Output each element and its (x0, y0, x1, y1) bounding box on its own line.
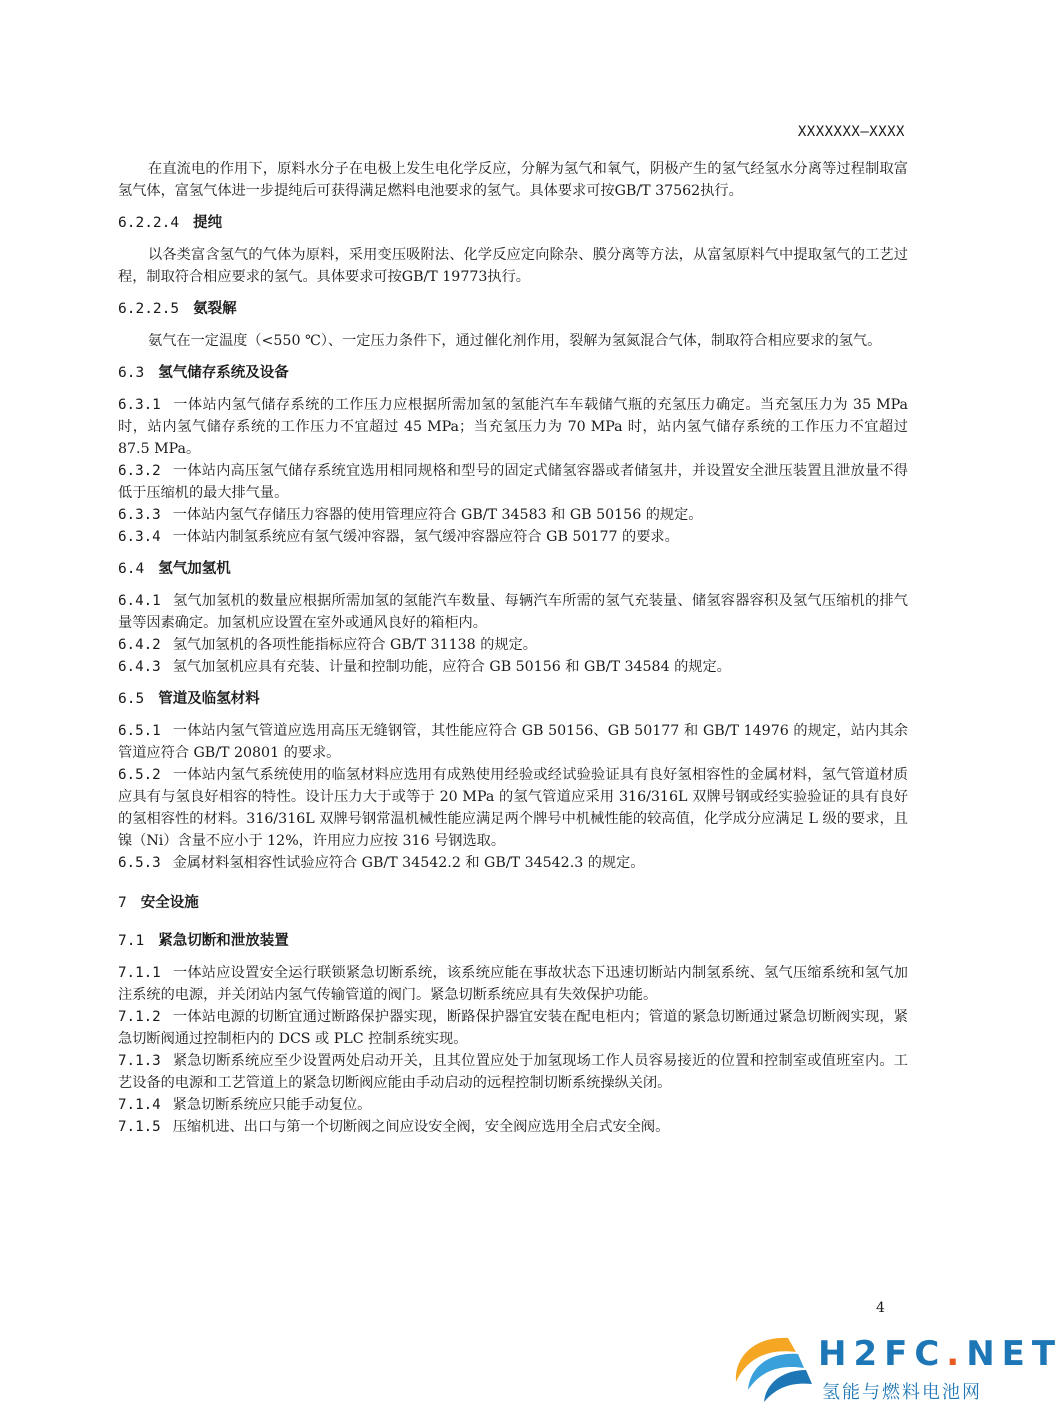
clause-text: 一体站内高压氢气储存系统宜选用相同规格和型号的固定式储氢容器或者储氢井，并设置安全泄压装置且泄放量不得低于压缩机的最大排气量。 (118, 463, 908, 501)
section-number: 7 (118, 895, 127, 911)
clause-number: 7.1.3 (118, 1053, 161, 1069)
section-heading (118, 558, 908, 580)
section-heading (118, 362, 908, 384)
section-heading (118, 930, 908, 952)
clause-item (118, 1094, 908, 1116)
page-number: 4 (876, 1300, 885, 1316)
clause-item (118, 1116, 908, 1138)
clause-item (118, 460, 908, 504)
clause-item (118, 962, 908, 1006)
clause-number: 6.5.1 (118, 723, 161, 739)
section-number: 6.2.2.5 (118, 301, 180, 317)
clause-number: 6.3.4 (118, 529, 161, 545)
brand-tld: NET (966, 1334, 1062, 1374)
brand-dot: . (946, 1334, 967, 1374)
clause-number: 7.1.1 (118, 965, 161, 981)
section-number: 6.5 (118, 691, 145, 707)
section-title: 提纯 (193, 215, 223, 231)
clause-number: 7.1.5 (118, 1119, 161, 1135)
section-heading (118, 688, 908, 710)
clause-item (118, 1050, 908, 1094)
clause-text: 一体站内氢气系统使用的临氢材料应选用有成熟使用经验或经试验验证具有良好氢相容性的金属材料，氢气管道材质应具有与氢良好相容的特性。设计压力大于或等于 20 MPa 的氢气管道应采用 316/316L 双牌号钢或经实验验证的具有良好的氢相容性的材料。316/316L 双牌号钢常温机械性能应满足两个牌号中机械性能的较高值，化学成分应满足 L 级的要求，且镍（Ni）含量不应小于 12%，许用应力应按 316 号钢选取。 (118, 767, 908, 849)
section-number: 6.4 (118, 561, 145, 577)
clause-text: 氢气加氢机的各项性能指标应符合 GB/T 31138 的规定。 (172, 637, 537, 653)
clause-number: 6.3.2 (118, 463, 161, 479)
section-title: 管道及临氢材料 (158, 691, 260, 707)
clause-text: 一体站内氢气储存系统的工作压力应根据所需加氢的氢能汽车车载储气瓶的充氢压力确定。当充氢压力为 35 MPa 时，站内氢气储存系统的工作压力不宜超过 45 MPa；当充氢压力为 70 MPa 时，站内氢气储存系统的工作压力不宜超过 87.5 MPa。 (118, 397, 908, 457)
clause-text: 紧急切断系统应只能手动复位。 (172, 1097, 372, 1113)
clause-text: 压缩机进、出口与第一个切断阀之间应设安全阀，安全阀应选用全启式安全阀。 (172, 1119, 670, 1135)
clause-item (118, 656, 908, 678)
section-number: 6.2.2.4 (118, 215, 180, 231)
clause-item (118, 504, 908, 526)
section-title: 氢气加氢机 (158, 561, 231, 577)
clause-number: 6.3.3 (118, 507, 161, 523)
section-title: 紧急切断和泄放装置 (158, 933, 289, 949)
clause-text: 一体站电源的切断宜通过断路保护器实现，断路保护器宜安装在配电柜内；管道的紧急切断通过紧急切断阀实现，紧急切断阀通过控制柜内的 DCS 或 PLC 控制系统实现。 (118, 1009, 908, 1047)
clause-text: 氢气加氢机的数量应根据所需加氢的氢能汽车数量、每辆汽车所需的氢气充装量、储氢容器容积及氢气压缩机的排气量等因素确定。加氢机应设置在室外或通风良好的箱柜内。 (118, 593, 908, 631)
swirl-logo-icon (726, 1330, 816, 1410)
body-paragraph: 以各类富含氢气的气体为原料，采用变压吸附法、化学反应定向除杂、膜分离等方法，从富氢原料气中提取氢气的工艺过程，制取符合相应要求的氢气。具体要求可按GB/T 19773执行。 (118, 247, 908, 285)
clause-number: 7.1.4 (118, 1097, 161, 1113)
clause-number: 6.4.3 (118, 659, 161, 675)
clause-text: 金属材料氢相容性试验应符合 GB/T 34542.2 和 GB/T 34542.3 的规定。 (172, 855, 645, 871)
section-number: 7.1 (118, 933, 145, 949)
section-heading (118, 892, 908, 914)
clause-number: 6.3.1 (118, 397, 161, 413)
clause-text: 一体站内氢气存储压力容器的使用管理应符合 GB/T 34583 和 GB 50156 的规定。 (172, 507, 703, 523)
clause-item (118, 852, 908, 874)
clause-item (118, 590, 908, 634)
document-body (118, 158, 908, 1138)
section-heading (118, 212, 908, 234)
clause-number: 7.1.2 (118, 1009, 161, 1025)
section-title: 氨裂解 (193, 301, 237, 317)
clause-item (118, 526, 908, 548)
body-paragraph: 氨气在一定温度（<550 ℃）、一定压力条件下，通过催化剂作用，裂解为氢氮混合气体，制取符合相应要求的氢气。 (148, 333, 882, 349)
clause-text: 一体站内制氢系统应有氢气缓冲容器，氢气缓冲容器应符合 GB 50177 的要求。 (172, 529, 679, 545)
clause-text: 一体站应设置安全运行联锁紧急切断系统，该系统应能在事故状态下迅速切断站内制氢系统、氢气压缩系统和氢气加注系统的电源，并关闭站内氢气传输管道的阀门。紧急切断系统应具有失效保护功能。 (118, 965, 908, 1003)
document-code: XXXXXXX—XXXX (797, 124, 905, 140)
section-heading (118, 298, 908, 320)
watermark-subtitle: 氢能与燃料电池网 (822, 1382, 982, 1403)
clause-text: 氢气加氢机应具有充装、计量和控制功能，应符合 GB 50156 和 GB/T 34584 的规定。 (172, 659, 731, 675)
watermark-logo (726, 1330, 1062, 1410)
watermark-brand (818, 1334, 1062, 1374)
clause-number: 6.4.2 (118, 637, 161, 653)
clause-number: 6.5.2 (118, 767, 161, 783)
section-title: 安全设施 (140, 895, 199, 911)
clause-item (118, 764, 908, 852)
clause-text: 紧急切断系统应至少设置两处启动开关，且其位置应处于加氢现场工作人员容易接近的位置和控制室或值班室内。工艺设备的电源和工艺管道上的紧急切断阀应能由手动启动的远程控制切断系统操纵关闭。 (118, 1053, 908, 1091)
clause-item (118, 1006, 908, 1050)
brand-main: H2FC (818, 1334, 947, 1374)
clause-number: 6.4.1 (118, 593, 161, 609)
clause-item (118, 394, 908, 460)
section-title: 氢气储存系统及设备 (158, 365, 289, 381)
clause-item (118, 720, 908, 764)
body-paragraph: 在直流电的作用下，原料水分子在电极上发生电化学反应，分解为氢气和氧气，阴极产生的氢气经氢水分离等过程制取富氢气体，富氢气体进一步提纯后可获得满足燃料电池要求的氢气。具体要求可按GB/T 37562执行。 (118, 161, 908, 199)
section-number: 6.3 (118, 365, 145, 381)
clause-text: 一体站内氢气管道应选用高压无缝钢管，其性能应符合 GB 50156、GB 50177 和 GB/T 14976 的规定，站内其余管道应符合 GB/T 20801 的要求。 (118, 723, 908, 761)
clause-number: 6.5.3 (118, 855, 161, 871)
clause-item (118, 634, 908, 656)
